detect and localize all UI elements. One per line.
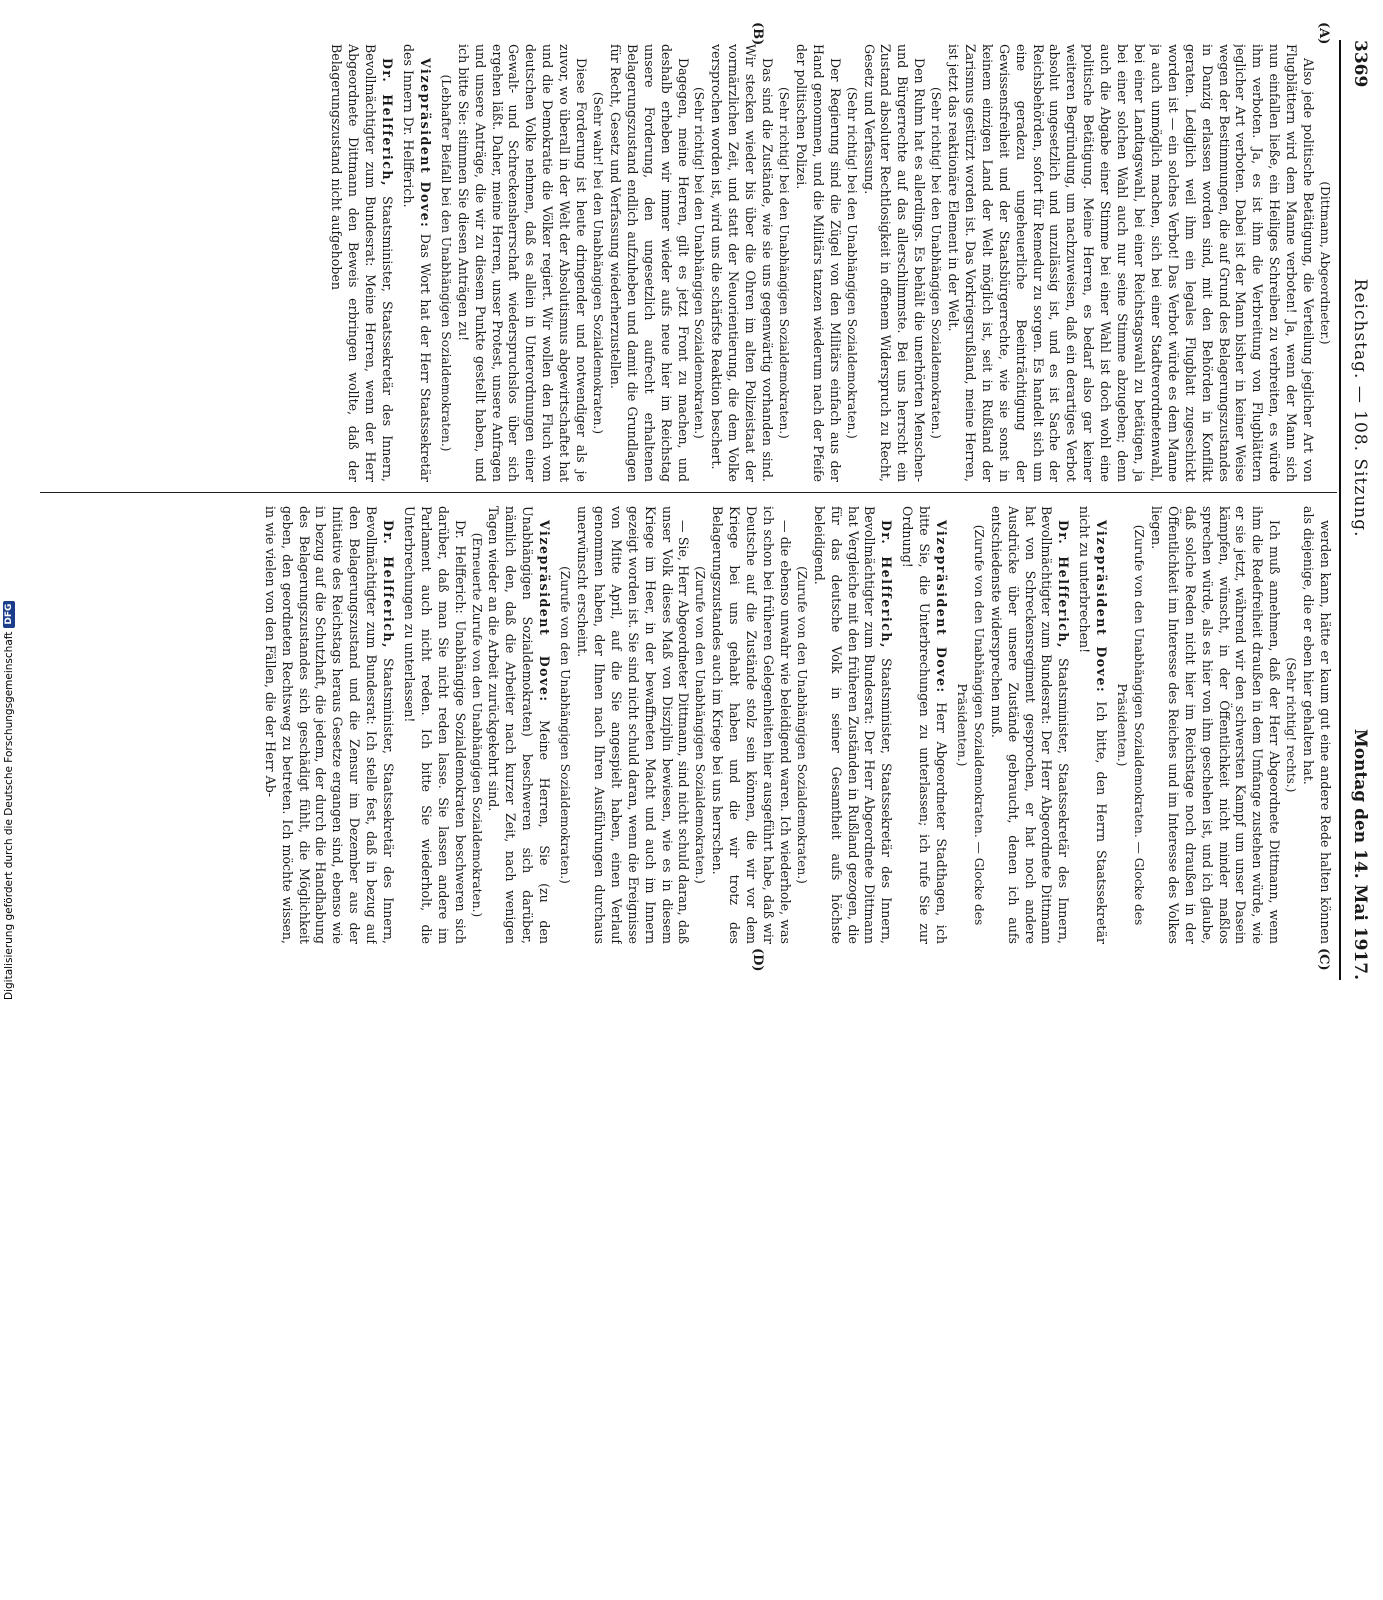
text-paragraph: Dagegen, meine Herren, gilt es jetzt Front zu machen, und deshalb erheben wir immer wieder aufs neue hier im Reichstag unsere Forderung, den ungesetzlich aufrecht erhaltenen Belagerungszustand endlich aufzuheben und damit die Grundlagen für Recht, Gesetz und Verfassung wiederherzustellen. — [607, 44, 691, 482]
session-date: Montag den 14. Mai 1917. — [1350, 728, 1370, 980]
page-header — [1345, 40, 1375, 980]
speech-paragraph — [485, 506, 553, 944]
speaker-name: Dr. Helfferich, — [879, 520, 895, 649]
interjection: (Dittmann, Abgeordneter.) — [1318, 181, 1332, 345]
text-paragraph: Ich muß annehmen, daß der Herr Abgeordnete Dittmann, wenn ihm die Redefreiheit draußen in dem Umfange zustehen würde, wie er sie jetzt, während wir den schwersten Kampf um unser Dasein kämpfen, wünscht, in der Öffentlichkeit nicht minder maßlos sprechen würde, als es hier von ihm geschehen ist, und ich glaube, daß solche Reden nicht hier im Reichstage noch draußen in der Öffentlichkeit im Interesse des Reiches und im Interesse des Volkes liegen. — [1148, 506, 1283, 944]
margin-marker-d: (D) — [750, 948, 765, 972]
text-paragraph: Der Regierung sind die Zügel von den Militärs einfach aus der Hand genommen, und die Militärs tanzen wiederum nach der Pfeife der politischen Polizei. — [793, 44, 843, 482]
speaker-name: Vizepräsident Dove: — [934, 520, 950, 694]
speech-text: Staatsminister, Staatssekretär des Innern, Bevollmächtigter zum Bundesrat: Der Herr Abgeordnete Dittmann hat Vergleiche mit den früheren Zuständen in Rußland gezogen, die für das deutsche Volk in seiner Gesamtheit aufs höchste beleidigend. — [811, 506, 895, 944]
interjection: (Sehr richtig! bei den Unabhängigen Sozialdemokraten.) — [929, 87, 944, 439]
speaker-name: Vizepräsident Dove: — [417, 58, 433, 229]
interjection: (Zurufe von den Unabhängigen Sozialdemokraten.) — [558, 566, 573, 884]
interjection: (Zurufe von den Unabhängigen Sozialdemokraten. — Glocke des Präsidenten.) — [954, 524, 986, 926]
speech-paragraph — [1075, 506, 1109, 944]
speech-paragraph — [810, 506, 895, 944]
speaker-name: Vizepräsident Dove: — [537, 520, 553, 703]
speech-text: Das Wort hat der Herr Staatssekretär des Innern Dr. Helfferich. — [401, 44, 433, 482]
text-paragraph: Das sind die Zustände, wie sie uns gegenwärtig vorhanden sind. Wir stecken wieder bis über die Ohren im alten Polizeistaat der vormärzlichen Zeit, und statt der Neuorientierung, die dem Volke versprochen worden ist, wird uns die schärfste Reaktion beschert. — [709, 44, 776, 482]
interjection: (Sehr richtig! rechts.) — [1284, 657, 1299, 793]
speech-paragraph — [328, 44, 396, 482]
interjection: (Erneuerte Zurufe von den Unabhängigen Sozialdemokraten.) — [469, 532, 484, 918]
interjection: (Sehr wahr! bei den Unabhängigen Sozialdemokraten.) — [591, 91, 606, 435]
footer-credit-area — [3, 603, 18, 1600]
right-column — [40, 506, 1333, 944]
text-paragraph: — Sie, Herr Abgeordneter Dittmann, sind nicht schuld daran, daß unser Volk dieses Maß von Disziplin bewiesen, wie es in diesem Kriege im Heer, in der bewaffneten Macht und auch im Innern gezeigt worden ist. Sie sind nicht schuld daran, wenn die Ereignisse von Mitte April, auf die Sie angespielt haben, einen Verlauf genommen haben, der Ihnen nach Ihren Ausführungen durchaus unerwünscht erscheint. — [575, 506, 692, 944]
speech-paragraph — [898, 506, 949, 944]
speaker-name: Vizepräsident Dove: — [1094, 520, 1110, 694]
interjection: (Lebhafter Beifall bei den Unabhängigen Sozialdemokraten.) — [438, 74, 453, 452]
speech-text: Staatsminister, Staatssekretär des Innern, Bevollmächtigter zum Bundesrat: Meine Herren, wenn der Herr Abgeordnete Dittmann den Beweis erbringen wollte, daß der Belagerungszustand nicht aufgehoben — [329, 44, 396, 482]
left-column — [40, 44, 1333, 482]
speech-text: Meine Herren, Sie (zu den Unabhängigen Sozialdemokraten) beschweren sich darüber, nämlich den, daß die Arbeiter nach kurzer Zeit, nach wenigen Tagen wieder an die Arbeit zurückgekehrt sind. — [486, 506, 553, 944]
header-rule — [1339, 40, 1341, 980]
text-paragraph: Diese Forderung ist heute dringender und notwendiger als je zuvor, wo überall in der Welt der Absolutismus abgewirtschaftet hat und die Demokratie die Völker regiert. Wir wollen den Fluch vom deutschen Volke nehmen, daß es allein in Unterordnungen einer Gewalt- und Schreckensherrschaft wiederspruchslos über sich ergehen läßt. Daher, meine Herren, unser Protest, unsere Anfragen und unsere Anträge, die wir zu diesem Punkte gestellt haben, und ich bitte Sie: stimmen Sie diesen Anträgen zu! — [455, 44, 590, 482]
speaker-name: Dr. Helfferich, — [380, 58, 396, 187]
interjection: (Zurufe von den Unabhängigen Sozialdemokraten.) — [693, 566, 708, 884]
speech-text: Staatsminister, Staatssekretär des Innern, Bevollmächtigter zum Bundesrat: Ich stelle fest, daß in bezug auf den Belagerungszustand und die Zensur im Dezember aus der Initiative des Reichstags heraus Gesetze ergangen sind, ebenso wie in bezug auf die Schutzhaft, die jedem, der durch die Handhabung des Belagerungszustandes sich geschädigt fühlt, die Möglichkeit geben, den geordneten Rechtsweg zu betreten. Ich möchte wissen, in wie vielen von den Fällen, die der Herr Ab- — [262, 506, 397, 944]
margin-marker-b: (B) — [750, 22, 765, 46]
digitization-credit: Digitalisierung gefördert durch die Deutsche Forschungsgemeinschaft — [3, 631, 15, 1000]
interjection: (Sehr richtig! bei den Unabhängigen Sozialdemokraten.) — [692, 87, 707, 439]
dfg-logo: DFG — [3, 601, 15, 628]
interjection: (Zurufe von den Unabhängigen Sozialdemokraten.) — [794, 566, 809, 884]
page-number: 3369 — [1350, 40, 1370, 88]
speech-text: Ich bitte, den Herrn Staatssekretär nicht zu unterbrechen! — [1077, 506, 1110, 944]
margin-marker-a: (A) — [1316, 22, 1331, 45]
text-paragraph: — die ebenso unwahr wie beleidigend waren. Ich wiederhole, was ich schon bei früheren Gelegenheiten hier ausgeführt habe, daß wir Deutsche auf die Zustände stolz sein können, die wir vor dem Kriege bei uns gehabt haben und die wir trotz des Belagerungszustandes auch im Kriege bei uns herrschen. — [710, 506, 793, 944]
speaker-name: Dr. Helfferich, — [381, 520, 397, 649]
speaker-name: Dr. Helfferich, — [1056, 520, 1072, 649]
interjection: (Sehr richtig! bei den Unabhängigen Sozialdemokraten.) — [844, 87, 859, 439]
interjection: (Zurufe von den Unabhängigen Sozialdemokraten. — Glocke des Präsidenten.) — [1115, 524, 1147, 926]
text-paragraph: Also jede politische Betätigung, die Verteilung jeglicher Art von Flugblättern wird dem Manne verboten! Ja, wenn der Mann sich nun einfallen ließe, ein Heiliges Schreiben zu verbreiten, es würde ihm verboten. Ja, es ist ihm die Verbreitung von Flugblättern jeglicher Art verboten. Dabei ist der Mann bisher in keiner Weise wegen der Bestimmungen, die auf Grund des Belagerungszustandes in Danzig erlassen worden sind, mit den Behörden in Konflikt geraten. Lediglich weil ihm ein legales Flugblatt zugeschickt worden ist — ein solches Verbot! Das Verbot würde es dem Manne ja auch unmöglich machen, sich bei einer Stadtverordnetenwahl, bei einer Landtagswahl, bei einer Reichstagswahl zu betätigen, ja bei einer solchen Wahl auch nur seine Stimme abzugeben; denn auch die Abgabe einer Stimme bei einer Wahl ist doch wohl eine politische Betätigung. Meine Herren, es bedarf also gar keiner weiteren Begründung, um nachzuweisen, daß ein derartiges Verbot absolut ungesetzlich und unzulässig ist, und es ist Sache der Reichsbehörden, sofort für Remedur zu sorgen. Es handelt sich um eine geradezu ungeheuerliche Beeinträchtigung der Gewissensfreiheit und der Staatsbürgerrechte, wie sie sonst in keinem einzigen Land der Welt möglich ist, seit in Rußland der Zarismus gestürzt worden ist. Das Vorkriegsrußland, meine Herren, ist jetzt das reaktionäre Element in der Welt. — [946, 44, 1317, 482]
margin-marker-c: (C) — [1316, 948, 1331, 971]
text-paragraph: Den Ruhm hat es allerdings. Es behält die unerhörten Menschen- und Bürgerrechte auf das allerschlimmste. Bei uns herrscht ein Zustand absoluter Rechtlosigkeit in offenem Widerspruch zu Recht, Gesetz und Verfassung. — [861, 44, 928, 482]
page-title: Reichstag. — 108. Sitzung. — [1350, 278, 1370, 538]
speech-paragraph — [987, 506, 1072, 944]
speech-paragraph — [399, 44, 433, 482]
speech-paragraph — [261, 506, 396, 944]
speech-text: Staatsminister, Staatssekretär des Innern, Bevollmächtigter zum Bundesrat: Der Herr Abgeordnete Dittmann hat von Schreckensregiment gesprochen, er hat noch andere Ausdrücke über unsere Zustände gebraucht, denen ich aufs entschiedenste widersprechen muß. — [988, 506, 1072, 944]
text-paragraph: werden kann, hätte er kaum gut eine andere Rede halten können als diejenige, die er eben hier gehalten hat. — [1301, 506, 1333, 944]
interjection: (Sehr richtig! bei den Unabhängigen Sozialdemokraten.) — [777, 87, 791, 439]
text-paragraph: Dr. Helfferich: Unabhängige Sozialdemokraten beschweren sich darüber, daß man Sie nicht reden lasse. Sie lassen andere im Parlament auch nicht reden. Ich bitte Sie wiederholt, die Unterbrechungen zu unterlassen! — [401, 506, 468, 944]
speech-text: Herr Abgeordneter Stadthagen, ich bitte Sie, die Unterbrechungen zu unterlassen; ich rufe Sie zur Ordnung! — [900, 506, 950, 944]
column-divider — [40, 492, 1337, 493]
